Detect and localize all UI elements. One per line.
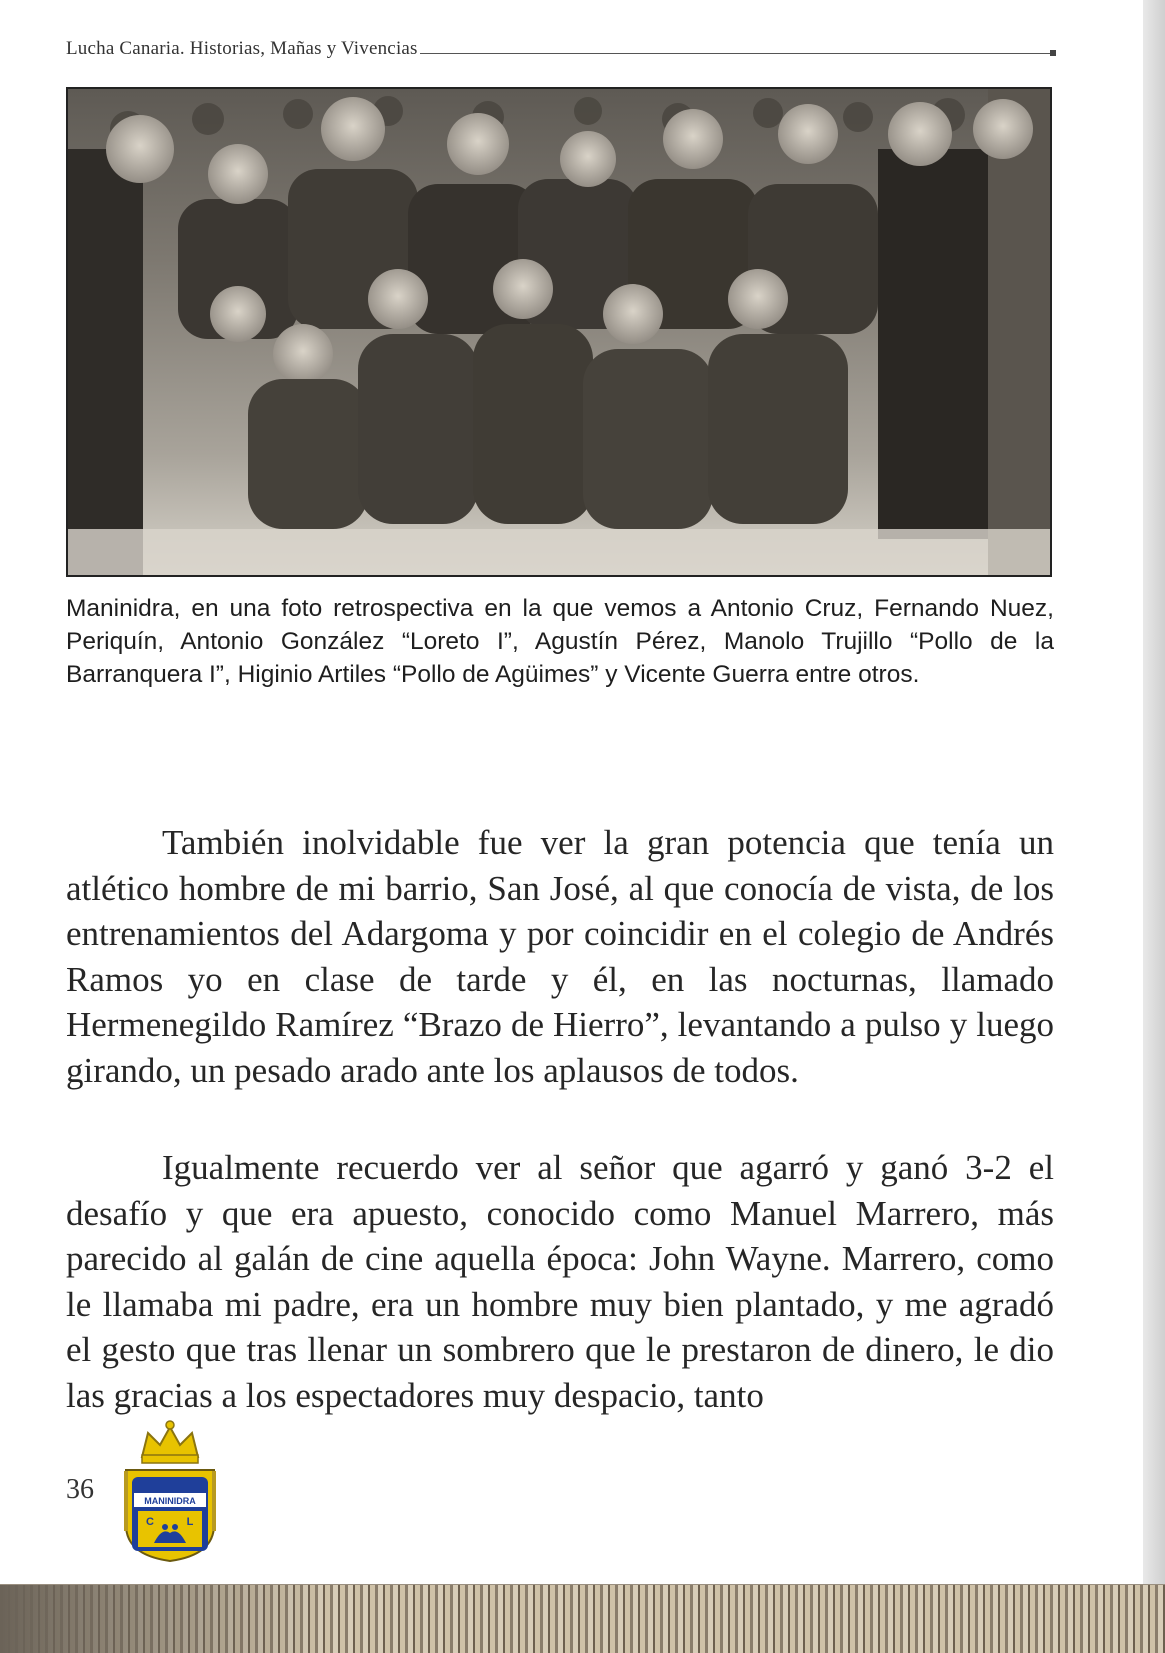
page-number: 36: [66, 1474, 94, 1505]
running-header: [66, 30, 1056, 60]
scan-bottom-edge: [0, 1584, 1165, 1653]
header-end-mark: [1050, 50, 1056, 56]
photo-caption: Maninidra, en una foto retrospectiva en la que vemos a Antonio Cruz, Fernando Nuez, Periquín, Antonio González “Loreto I”, Agustín Pérez, Manolo Trujillo “Pollo de la Barranquera I”, Higinio Artiles “Pollo de Agüimes” y Vicente Guerra entre otros.: [66, 595, 1054, 688]
body-paragraph-2: Igualmente recuerdo ver al señor que agarró y ganó 3-2 el desafío y que era apuesto, conocido como Manuel Marrero, más parecido al galán de cine aquella época: John Wayne. Marrero, como le llamaba mi padre, era un hombre muy bien plantado, y me agradó el gesto que tras llenar un sombrero que le prestaron de dinero, le dio las gracias a los espectadores muy despacio, tanto: [66, 1148, 1054, 1415]
page-edge-shadow: [1143, 0, 1165, 1585]
emblem-letter-left: C: [146, 1516, 154, 1528]
running-header-title: Lucha Canaria. Historias, Mañas y Vivencias: [66, 38, 418, 59]
emblem-label: MANINIDRA: [144, 1496, 196, 1506]
scan-shadow: [0, 1585, 330, 1653]
emblem-letter-right: L: [186, 1516, 194, 1528]
header-rule: [420, 53, 1050, 54]
maninidra-club-emblem: [120, 1415, 220, 1565]
team-photo: [66, 87, 1052, 577]
team-photo-illustration: [68, 89, 1050, 575]
crest-icon: [120, 1415, 220, 1565]
body-paragraph-1: También inolvidable fue ver la gran potencia que tenía un atlético hombre de mi barrio, San José, al que conocía de vista, de los entrenamientos del Adargoma y por coincidir en el colegio de Andrés Ramos yo en clase de tarde y él, en las nocturnas, llamado Hermenegildo Ramírez “Brazo de Hierro”, levantando a pulso y luego girando, un pesado arado ante los aplausos de todos.: [66, 823, 1054, 1090]
